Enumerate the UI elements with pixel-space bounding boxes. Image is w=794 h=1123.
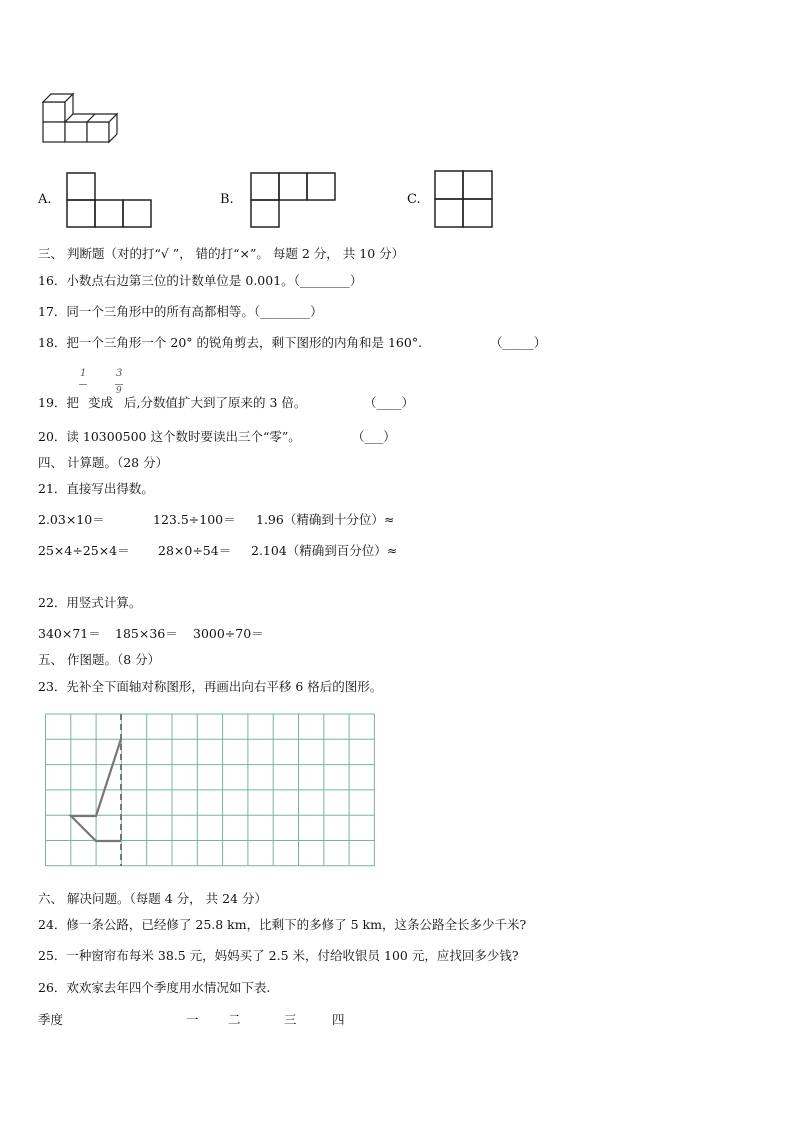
option-b-label: B. xyxy=(220,192,234,207)
question-19-suffix: 后,分数值扩大到了原来的 3 倍。 xyxy=(124,395,307,410)
cube-stack-figure xyxy=(40,86,120,148)
section3-heading: 三、 判断题（对的打“√ ”， 错的打“×”。 每题 2 分， 共 10 分） xyxy=(38,246,405,261)
question-18: 18．把一个三角形一个 20° 的锐角剪去，剩下图形的内角和是 160°. xyxy=(38,335,423,350)
fraction-2-denominator: 9 xyxy=(116,386,122,396)
option-a-label: A. xyxy=(38,192,52,207)
fraction-1-numerator: 1 xyxy=(80,368,87,379)
section4-heading: 四、 计算题。（28 分） xyxy=(38,455,169,470)
table-header-label: 季度 xyxy=(38,1012,64,1027)
option-c-figure xyxy=(434,170,494,228)
question-19-prefix: 19．把 xyxy=(38,395,79,410)
question-16: 16．小数点右边第三位的计数单位是 0.001。（________） xyxy=(38,273,363,288)
table-quarter: 三 xyxy=(284,1012,297,1027)
question-23: 23．先补全下面轴对称图形，再画出向右平移 6 格后的图形。 xyxy=(38,679,383,694)
question-20-blank: （___） xyxy=(352,429,396,444)
section5-heading: 五、 作图题。（8 分） xyxy=(38,652,161,667)
question-26: 26．欢欢家去年四个季度用水情况如下表. xyxy=(38,980,271,995)
calc-item: 1.96（精确到十分位）≈ xyxy=(256,512,395,527)
option-a-figure xyxy=(66,172,152,228)
question-20: 20．读 10300500 这个数时要读出三个“零”。 xyxy=(38,429,301,444)
option-b-figure xyxy=(250,172,336,228)
question-24: 24．修一条公路，已经修了 25.8 km，比剩下的多修了 5 km，这条公路全长多少千米? xyxy=(38,917,527,932)
calc-item: 28×0÷54＝ xyxy=(158,543,232,558)
question-17: 17．同一个三角形中的所有高都相等。（________） xyxy=(38,304,323,319)
question-19-blank: （____） xyxy=(364,395,415,410)
question-25: 25．一种窗帘布每米 38.5 元，妈妈买了 2.5 米，付给收银员 100 元，应找回多少钱? xyxy=(38,948,519,963)
calc-item: 185×36＝ xyxy=(115,626,178,641)
calc-item: 3000÷70＝ xyxy=(193,626,264,641)
calc-item: 25×4÷25×4＝ xyxy=(38,543,130,558)
calc-item: 2.104（精确到百分位）≈ xyxy=(251,543,398,558)
calc-item: 340×71＝ xyxy=(38,626,101,641)
fraction-1-bar xyxy=(79,384,87,385)
question-22: 22．用竖式计算。 xyxy=(38,595,142,610)
calc-item: 123.5÷100＝ xyxy=(153,512,236,527)
table-quarter: 四 xyxy=(332,1012,345,1027)
option-c-label: C. xyxy=(407,192,421,207)
section6-heading: 六、 解决问题。（每题 4 分， 共 24 分） xyxy=(38,891,267,906)
fraction-2-numerator: 3 xyxy=(116,368,123,379)
calc-item: 2.03×10＝ xyxy=(38,512,105,527)
fraction-2-bar xyxy=(115,384,123,385)
table-quarter: 二 xyxy=(228,1012,241,1027)
table-quarter: 一 xyxy=(186,1012,199,1027)
question-19-mid: 变成 xyxy=(88,395,114,410)
question-18-blank: （_____） xyxy=(490,335,547,350)
drawing-grid xyxy=(44,712,378,872)
question-21: 21．直接写出得数。 xyxy=(38,481,154,496)
